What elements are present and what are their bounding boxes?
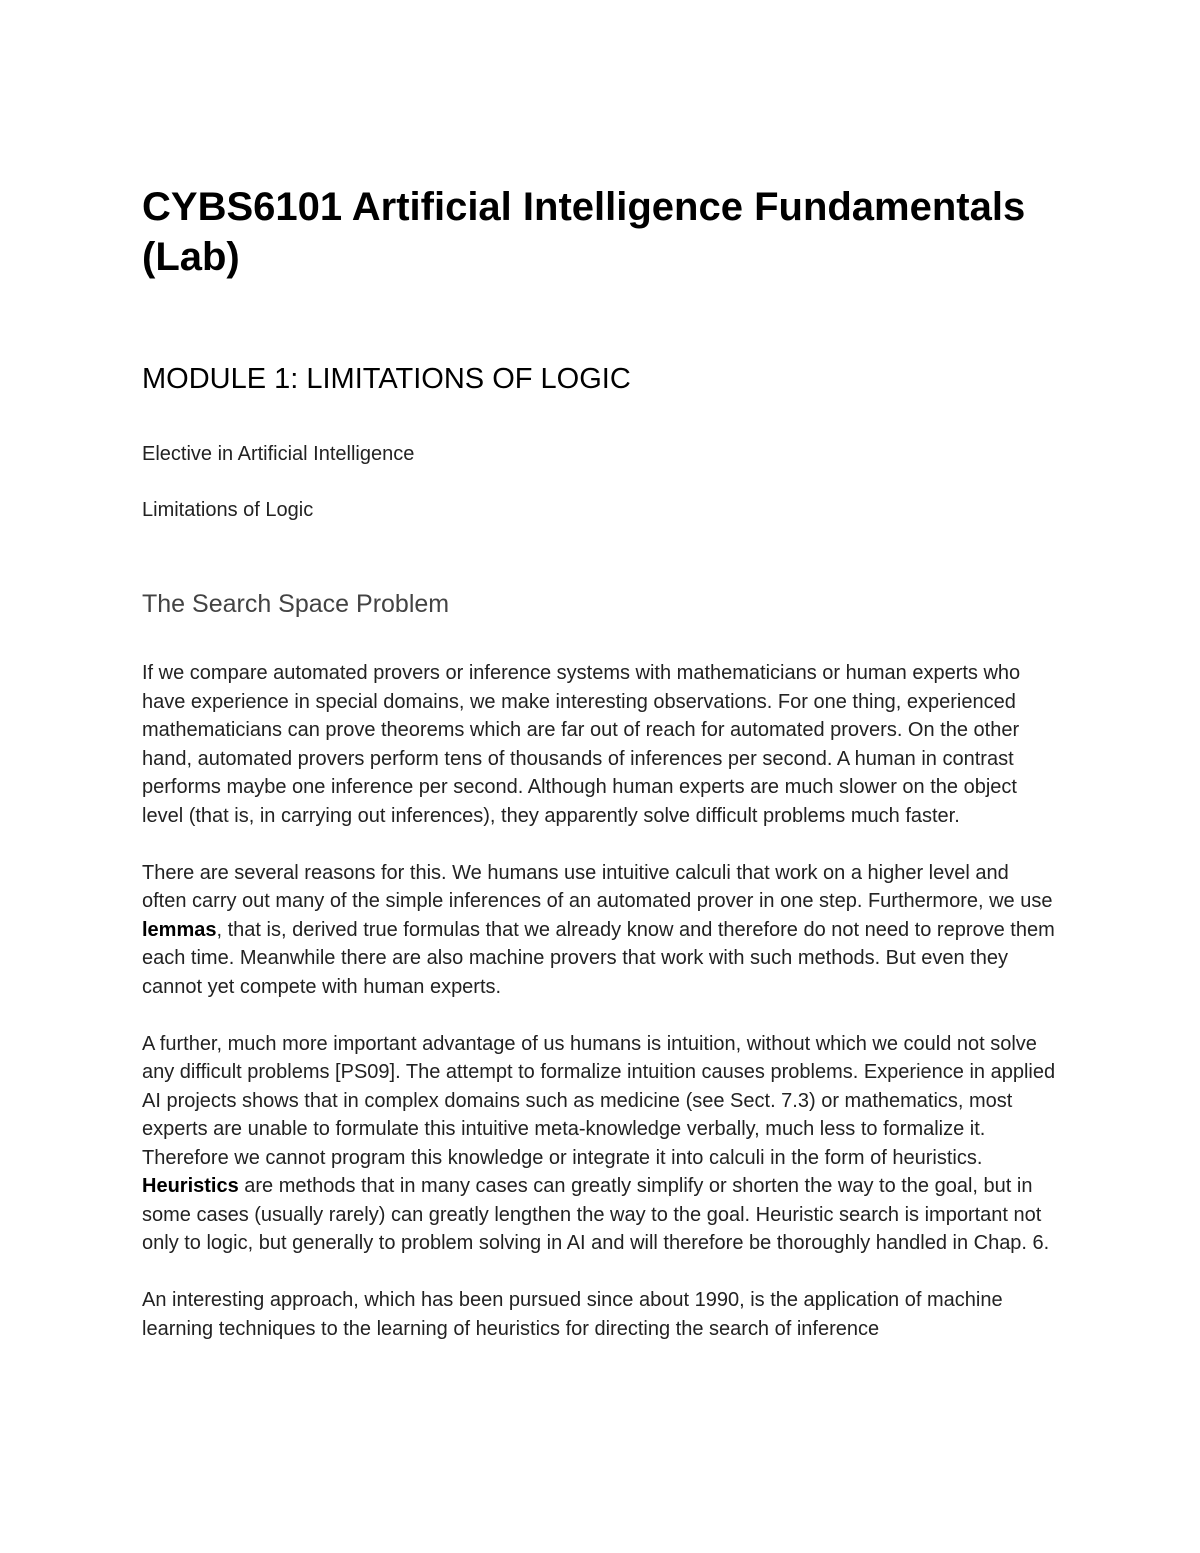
module-heading: MODULE 1: LIMITATIONS OF LOGIC [142,363,631,395]
document-title: CYBS6101 Artificial Intelligence Fundamentals (Lab) [142,185,1026,279]
course-subtitle: Elective in Artificial Intelligence [142,443,415,465]
paragraph-2 [142,859,1057,1002]
section-heading: The Search Space Problem [142,590,450,618]
paragraph-4: An interesting approach, which has been pursued since about 1990, is the application of machine learning techniques to the learning of heuristics for directing the search of inference [142,1289,1003,1340]
paragraph-2-text-a: There are several reasons for this. We humans use intuitive calculi that work on a higher level and often carry out many of the simple inferences of an automated prover in one step. Furthermore, we use [142,861,1053,912]
paragraph-3-text-a: A further, much more important advantage of us humans is intuition, without which we could not solve any difficult problems [PS09]. The attempt to formalize intuition causes problems. Experience in applied AI projects shows that in complex domains such as medicine (see Sect. 7.3) or mathematics, most experts are unable to formulate this intuitive meta-knowledge verbally, much less to formalize it. Therefore we cannot program this knowledge or integrate it into calculi in the form of heuristics. [142,1032,1056,1169]
term-lemmas: lemmas [142,918,217,941]
term-heuristics: Heuristics [142,1175,239,1197]
paragraph-3-text-b: are methods that in many cases can greatly simplify or shorten the way to the goal, but in some cases (usually rarely) can greatly lengthen the way to the goal. Heuristic search is important not only to logic, but generally to problem solving in AI and will therefore be thoroughly handled in Chap. 6. [142,1175,1050,1254]
document-body [142,659,1057,1372]
paragraph-2-text-b: , that is, derived true formulas that we already know and therefore do not need to reprove them each time. Meanwhile there are also machine provers that work with such methods. But even they cannot yet compete with human experts. [142,918,1055,998]
paragraph-1: If we compare automated provers or inference systems with mathematicians or human experts who have experience in special domains, we make interesting observations. For one thing, experienced mathematicians can prove theorems which are far out of reach for automated provers. On the other hand, automated provers perform tens of thousands of inferences per second. A human in contrast performs maybe one inference per second. Although human experts are much slower on the object level (that is, in carrying out inferences), they apparently solve difficult problems much faster. [142,662,1021,827]
topic-subtitle: Limitations of Logic [142,499,314,521]
paragraph-3 [142,1030,1057,1258]
